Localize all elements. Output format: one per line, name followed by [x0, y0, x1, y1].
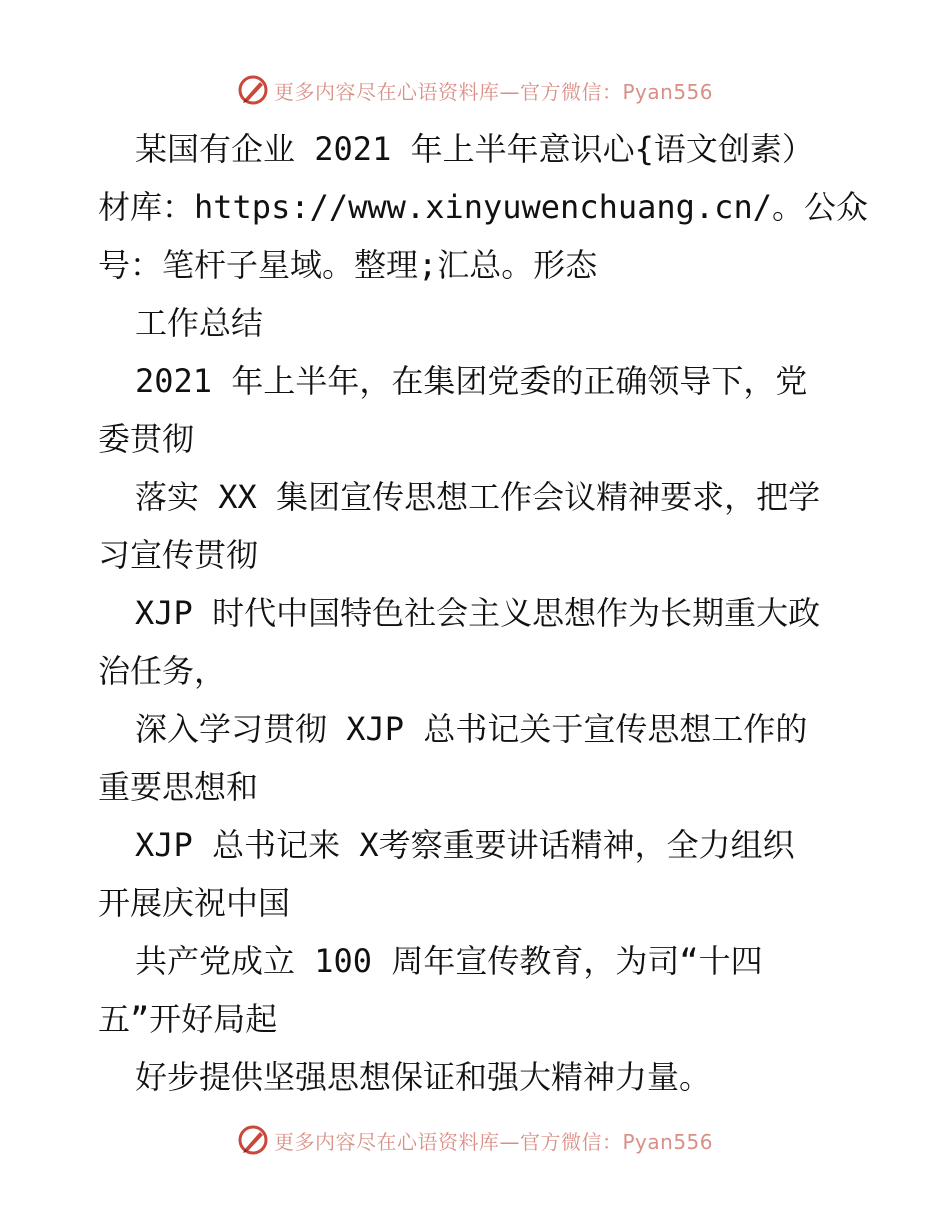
text-line: 开展庆祝中国 [98, 884, 291, 922]
text-line: 重要思想和 [98, 768, 259, 806]
text-line: 深入学习贯彻 XJP 总书记关于宣传思想工作的 [135, 710, 808, 748]
text-line: 某国有企业 2021 年上半年意识心{语文创素） [135, 130, 814, 168]
header-banner-text: 更多内容尽在心语资料库—官方微信：Pyan556 [274, 79, 714, 104]
text-line: 落实 XX 集团宣传思想工作会议精神要求，把学 [135, 478, 821, 516]
header-banner [236, 73, 716, 107]
text-line: 治任务， [98, 652, 227, 690]
text-line: 好步提供坚强思想保证和强大精神力量。 [135, 1058, 712, 1096]
text-line: 委贯彻 [98, 420, 195, 458]
text-line: 习宣传贯彻 [98, 536, 259, 574]
text-line: 2021 年上半年，在集团党委的正确领导下，党 [135, 362, 808, 400]
text-line: 号：笔杆子星域。整理;汇总。形态 [98, 246, 598, 284]
text-line: 材库：https://www.xinyuwenchuang.cn/。公众 [98, 188, 868, 226]
text-line: 工作总结 [135, 304, 264, 342]
pen-logo-icon [236, 73, 270, 107]
pen-logo-icon [236, 1123, 270, 1157]
footer-banner-text: 更多内容尽在心语资料库—官方微信：Pyan556 [274, 1129, 714, 1154]
text-line: XJP 时代中国特色社会主义思想作为长期重大政 [135, 594, 821, 632]
text-line: XJP 总书记来 X考察重要讲话精神，全力组织 [135, 826, 795, 864]
text-line: 五”开好局起 [98, 1000, 278, 1038]
text-line: 共产党成立 100 周年宣传教育，为司“十四 [135, 942, 763, 980]
footer-banner [236, 1123, 716, 1157]
